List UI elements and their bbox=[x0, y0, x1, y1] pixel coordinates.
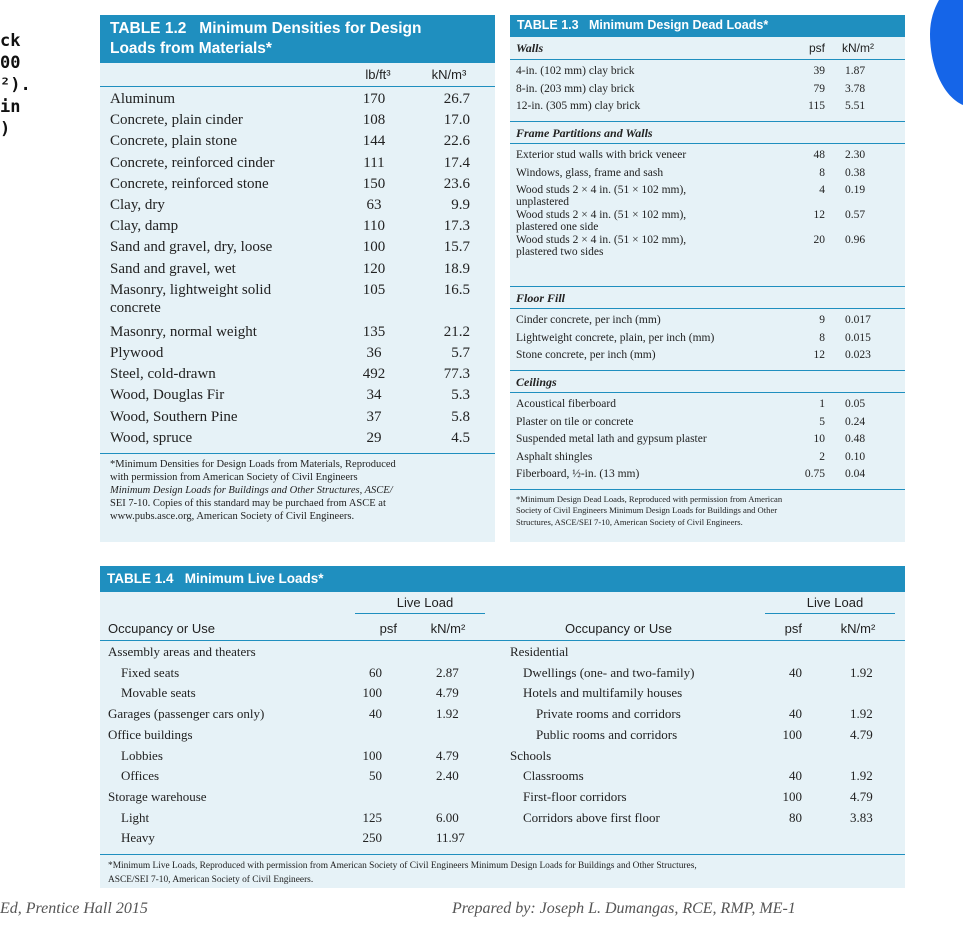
row-label: Aluminum bbox=[110, 91, 176, 107]
section-rule bbox=[510, 308, 905, 309]
row-value-kn: 18.9 bbox=[443, 260, 470, 277]
table-row bbox=[100, 366, 495, 387]
row-label: 12-in. (305 mm) clay brick bbox=[516, 100, 641, 112]
footnote-line: with permission from American Society of Civil Engineers bbox=[110, 472, 358, 483]
table-row bbox=[100, 324, 495, 345]
row-value-lb: 105 bbox=[362, 281, 386, 298]
footer-left-citation: Ed, Prentice Hall 2015 bbox=[0, 900, 148, 917]
table-row bbox=[510, 209, 905, 234]
row-label: Wood, spruce bbox=[110, 429, 193, 446]
row-value-kn: 0.10 bbox=[845, 450, 866, 463]
row-value-psf: 1 bbox=[819, 398, 825, 410]
table-row bbox=[510, 149, 905, 167]
clipped-text-line: ²). bbox=[0, 75, 31, 95]
table-row bbox=[100, 387, 495, 408]
table-1-4-title: TABLE 1.4 Minimum Live Loads* bbox=[107, 571, 324, 586]
row-value-psf: 40 bbox=[369, 706, 382, 722]
row-label: Acoustical fiberboard bbox=[516, 398, 616, 410]
row-value-kn: 4.79 bbox=[850, 788, 873, 804]
row-value-psf: 100 bbox=[782, 788, 802, 804]
row-value-kn: 0.96 bbox=[845, 234, 866, 246]
table-row bbox=[510, 234, 905, 259]
table-row bbox=[510, 184, 905, 209]
table-1-3 bbox=[510, 15, 905, 542]
row-value-kn: 4.79 bbox=[850, 726, 873, 742]
row-value-kn: 0.24 bbox=[845, 415, 866, 428]
row-label: Wood, Douglas Fir bbox=[110, 387, 225, 404]
section-rule bbox=[510, 392, 905, 393]
table-1-2-col-kn-m3: kN/m³ bbox=[431, 67, 467, 82]
slide-accent-shape bbox=[930, 0, 963, 105]
row-value-psf: 0.75 bbox=[804, 468, 825, 480]
table-1-2-footnote bbox=[110, 458, 490, 523]
row-value-psf: 100 bbox=[782, 726, 802, 742]
table-row bbox=[100, 830, 500, 851]
table-row bbox=[100, 91, 495, 112]
table-1-2-title-line1: TABLE 1.2 Minimum Densities for Design bbox=[110, 20, 422, 37]
footnote-line: SEI 7-10. Copies of this standard may be purchaed from ASCE at bbox=[110, 498, 386, 509]
row-value-kn: 3.83 bbox=[850, 809, 873, 825]
table-row bbox=[100, 112, 495, 133]
table-row bbox=[100, 788, 873, 810]
table-row bbox=[100, 685, 683, 706]
table-row bbox=[510, 332, 905, 350]
row-value-psf: 115 bbox=[808, 100, 825, 112]
row-value-kn: 9.9 bbox=[451, 197, 470, 213]
row-value-kn: 1.92 bbox=[436, 706, 459, 722]
footnote-line: *Minimum Design Dead Loads, Reproduced with permission from American bbox=[516, 493, 783, 504]
table-1-2 bbox=[100, 15, 495, 542]
row-label: Hotels and multifamily houses bbox=[523, 685, 683, 701]
clipped-text-line: ck bbox=[0, 31, 21, 51]
left-live-load-rule bbox=[355, 613, 485, 614]
row-value-kn: 17.4 bbox=[443, 154, 470, 171]
row-label: 8-in. (203 mm) clay brick bbox=[516, 82, 635, 95]
table-row bbox=[510, 314, 905, 332]
row-value-kn: 5.7 bbox=[451, 345, 470, 361]
row-label: Clay, dry bbox=[110, 197, 165, 213]
section-rule bbox=[510, 370, 905, 371]
row-value-lb: 144 bbox=[362, 133, 386, 150]
table-1-4-bottom-rule bbox=[100, 854, 905, 855]
table-row bbox=[100, 664, 873, 686]
row-label-cont: plastered one side bbox=[516, 221, 599, 233]
table-row bbox=[510, 167, 905, 185]
row-label: Masonry, normal weight bbox=[110, 323, 257, 340]
row-label: Garages (passenger cars only) bbox=[108, 706, 265, 722]
table-1-3-bottom-rule bbox=[510, 489, 905, 490]
row-value-kn: 5.51 bbox=[845, 100, 866, 112]
row-value-psf: 2 bbox=[819, 450, 825, 463]
row-value-kn: 0.023 bbox=[845, 349, 871, 361]
table-row bbox=[510, 100, 905, 118]
table-row bbox=[510, 416, 905, 434]
table-row bbox=[100, 409, 495, 430]
row-value-psf: 80 bbox=[789, 809, 802, 825]
row-label: Windows, glass, frame and sash bbox=[516, 166, 664, 179]
row-value-kn: 17.0 bbox=[443, 112, 470, 129]
row-value-psf: 10 bbox=[813, 433, 825, 445]
row-value-psf: 60 bbox=[369, 664, 382, 680]
row-label: Sand and gravel, wet bbox=[110, 260, 236, 277]
row-value-lb: 63 bbox=[366, 197, 382, 213]
table-row bbox=[100, 706, 873, 727]
right-live-load-rule bbox=[765, 613, 895, 614]
row-value-psf: 40 bbox=[789, 768, 802, 784]
row-value-kn: 16.5 bbox=[443, 281, 470, 298]
section-heading: Ceilings bbox=[516, 375, 557, 389]
footnote-line: *Minimum Densities for Design Loads from Materials, Reproduced bbox=[110, 459, 396, 470]
row-label: Fiberboard, ½-in. (13 mm) bbox=[516, 468, 640, 480]
row-label: Offices bbox=[121, 768, 160, 784]
row-label: Wood, Southern Pine bbox=[110, 408, 238, 425]
row-label: Schools bbox=[510, 747, 552, 763]
table-row bbox=[100, 133, 495, 154]
row-label: Cinder concrete, per inch (mm) bbox=[516, 314, 661, 326]
left-occupancy-header: Occupancy or Use bbox=[108, 621, 215, 636]
footnote-line: www.pubs.asce.org, American Society of Civil Engineers. bbox=[110, 511, 355, 522]
row-value-psf: 79 bbox=[813, 82, 825, 95]
row-value-kn: 0.19 bbox=[845, 184, 866, 196]
row-label: Sand and gravel, dry, loose bbox=[110, 239, 273, 256]
section-rule bbox=[510, 121, 905, 122]
table-row bbox=[510, 65, 905, 83]
row-label: Clay, damp bbox=[110, 218, 179, 235]
row-label-cont: unplastered bbox=[516, 196, 570, 208]
row-label: Plywood bbox=[110, 345, 164, 361]
row-value-kn: 4.5 bbox=[451, 429, 470, 446]
left-kn-header: kN/m² bbox=[430, 621, 466, 636]
row-value-kn: 15.7 bbox=[443, 239, 470, 256]
table-row bbox=[510, 398, 905, 416]
table-1-4-header-rule bbox=[100, 640, 905, 641]
table-row bbox=[510, 433, 905, 451]
row-value-kn: 17.3 bbox=[443, 218, 470, 235]
row-value-kn: 11.97 bbox=[436, 830, 465, 846]
row-value-psf: 40 bbox=[789, 664, 802, 680]
row-value-kn: 0.017 bbox=[845, 314, 871, 326]
row-label: First-floor corridors bbox=[523, 788, 627, 804]
walls-rule bbox=[510, 59, 905, 60]
row-value-kn: 2.30 bbox=[845, 149, 866, 161]
table-row bbox=[100, 809, 873, 831]
table-row bbox=[510, 468, 905, 486]
row-label: Stone concrete, per inch (mm) bbox=[516, 349, 656, 361]
row-label-cont: concrete bbox=[110, 299, 161, 316]
row-value-lb: 37 bbox=[366, 408, 382, 425]
row-label: Classrooms bbox=[523, 768, 584, 784]
table-row bbox=[510, 83, 905, 101]
row-label: Wood studs 2 × 4 in. (51 × 102 mm), bbox=[516, 184, 687, 196]
row-value-lb: 108 bbox=[362, 112, 386, 129]
row-value-lb: 120 bbox=[362, 260, 386, 277]
right-kn-header: kN/m² bbox=[840, 621, 876, 636]
row-label: Lightweight concrete, plain, per inch (mm) bbox=[516, 331, 715, 344]
row-label: Steel, cold-drawn bbox=[110, 366, 216, 383]
table-row bbox=[100, 176, 495, 197]
clipped-text-line: ) bbox=[0, 119, 11, 139]
row-value-kn: 0.05 bbox=[845, 398, 866, 410]
table-row bbox=[100, 644, 569, 665]
row-value-lb: 492 bbox=[362, 366, 386, 383]
row-value-kn: 2.40 bbox=[436, 768, 459, 784]
row-label: Fixed seats bbox=[121, 664, 180, 680]
row-value-psf: 50 bbox=[369, 768, 382, 784]
row-value-psf: 39 bbox=[813, 65, 825, 77]
row-value-kn: 0.015 bbox=[845, 331, 871, 344]
row-value-psf: 8 bbox=[819, 166, 825, 179]
table-1-2-header-rule bbox=[100, 86, 495, 87]
row-value-psf: 250 bbox=[362, 830, 382, 846]
row-value-kn: 4.79 bbox=[436, 685, 459, 701]
row-label: Corridors above first floor bbox=[523, 809, 660, 825]
row-value-psf: 48 bbox=[813, 149, 825, 161]
row-value-lb: 135 bbox=[362, 323, 386, 340]
row-label: Wood studs 2 × 4 in. (51 × 102 mm), bbox=[516, 209, 687, 221]
row-value-kn: 1.92 bbox=[850, 706, 873, 722]
table-1-4-footnote bbox=[108, 859, 903, 887]
table-1-3-title: TABLE 1.3 Minimum Design Dead Loads* bbox=[517, 18, 769, 32]
row-value-psf: 125 bbox=[362, 809, 382, 825]
row-label: Concrete, plain cinder bbox=[110, 112, 243, 129]
table-row bbox=[510, 349, 905, 367]
row-value-kn: 23.6 bbox=[443, 175, 470, 192]
row-value-kn: 0.38 bbox=[845, 166, 866, 179]
row-label: Asphalt shingles bbox=[516, 450, 593, 463]
row-value-kn: 22.6 bbox=[443, 133, 470, 150]
footer-prepared-by: Prepared by: Joseph L. Dumangas, RCE, RMP, ME-1 bbox=[452, 900, 796, 917]
row-value-lb: 36 bbox=[366, 345, 382, 361]
row-label: Plaster on tile or concrete bbox=[516, 415, 634, 428]
clipped-slide-text bbox=[0, 30, 31, 140]
table-1-3-col-psf: psf bbox=[808, 41, 825, 55]
row-value-lb: 110 bbox=[363, 218, 385, 235]
row-label: Storage warehouse bbox=[108, 788, 207, 804]
row-label: Residential bbox=[510, 644, 569, 659]
table-row bbox=[100, 239, 495, 260]
section-heading: Floor Fill bbox=[516, 291, 566, 305]
row-label: Concrete, plain stone bbox=[110, 133, 238, 150]
table-1-2-bottom-rule bbox=[100, 453, 495, 454]
footnote-line: Minimum Design Loads for Buildings and Other Structures, ASCE/ bbox=[110, 485, 393, 496]
footnote-line: ASCE/SEI 7-10, American Society of Civil Engineers. bbox=[108, 875, 314, 885]
row-value-psf: 40 bbox=[789, 706, 802, 722]
footnote-line: Structures, ASCE/SEI 7-10, American Society of Civil Engineers. bbox=[516, 516, 743, 527]
row-label: Heavy bbox=[121, 830, 155, 846]
table-row bbox=[100, 197, 495, 218]
row-value-kn: 26.7 bbox=[443, 91, 470, 107]
table-1-2-title-line2: Loads from Materials* bbox=[110, 40, 272, 57]
table-row bbox=[100, 726, 873, 748]
row-value-lb: 111 bbox=[363, 154, 385, 171]
right-live-load-header: Live Load bbox=[806, 595, 864, 610]
row-value-kn: 5.3 bbox=[451, 387, 470, 404]
row-value-kn: 2.87 bbox=[436, 664, 459, 680]
right-psf-header: psf bbox=[784, 621, 802, 636]
table-row bbox=[100, 155, 495, 176]
row-label: Exterior stud walls with brick veneer bbox=[516, 149, 687, 161]
row-label: Public rooms and corridors bbox=[536, 726, 678, 742]
left-live-load-header: Live Load bbox=[396, 595, 454, 610]
row-label: Concrete, reinforced cinder bbox=[110, 154, 275, 171]
row-value-psf: 12 bbox=[813, 209, 825, 221]
table-1-3-footnote bbox=[516, 494, 901, 529]
table-row bbox=[100, 345, 495, 366]
row-value-lb: 150 bbox=[362, 175, 386, 192]
row-value-psf: 100 bbox=[362, 747, 382, 763]
section-rule bbox=[510, 286, 905, 287]
row-value-psf: 8 bbox=[819, 331, 825, 344]
table-row bbox=[100, 218, 495, 239]
table-row bbox=[100, 261, 495, 282]
row-value-kn: 1.87 bbox=[845, 65, 866, 77]
table-1-2-col-lb-ft3: lb/ft³ bbox=[365, 67, 391, 82]
section-rule bbox=[510, 143, 905, 144]
row-value-lb: 100 bbox=[362, 239, 386, 256]
row-value-kn: 0.04 bbox=[845, 468, 866, 480]
table-1-4 bbox=[100, 566, 905, 888]
row-value-kn: 21.2 bbox=[443, 323, 470, 340]
table-row bbox=[100, 430, 495, 451]
table-row bbox=[100, 747, 552, 769]
row-label: Office buildings bbox=[108, 726, 193, 742]
row-value-kn: 5.8 bbox=[451, 408, 470, 425]
row-value-kn: 77.3 bbox=[443, 366, 470, 383]
row-label: Assembly areas and theaters bbox=[108, 644, 256, 659]
row-value-psf: 9 bbox=[819, 314, 825, 326]
row-label: Movable seats bbox=[121, 685, 196, 701]
row-label: Wood studs 2 × 4 in. (51 × 102 mm), bbox=[516, 234, 687, 246]
row-label: 4-in. (102 mm) clay brick bbox=[516, 65, 635, 77]
table-1-3-col-kn: kN/m² bbox=[842, 41, 874, 55]
row-label-cont: plastered two sides bbox=[516, 246, 604, 258]
row-value-kn: 3.78 bbox=[845, 82, 866, 95]
section-heading: Frame Partitions and Walls bbox=[516, 126, 653, 140]
table-row bbox=[510, 451, 905, 469]
table-1-3-header bbox=[510, 15, 905, 37]
row-label: Light bbox=[121, 809, 150, 825]
row-label: Private rooms and corridors bbox=[536, 706, 681, 722]
table-row bbox=[100, 768, 873, 789]
row-label: Masonry, lightweight solid bbox=[110, 281, 272, 298]
right-occupancy-header: Occupancy or Use bbox=[565, 621, 672, 636]
left-psf-header: psf bbox=[379, 621, 397, 636]
row-value-kn: 1.92 bbox=[850, 664, 873, 680]
row-value-lb: 34 bbox=[366, 387, 382, 404]
row-value-psf: 100 bbox=[362, 685, 382, 701]
row-value-lb: 170 bbox=[362, 91, 386, 107]
row-value-kn: 4.79 bbox=[436, 747, 459, 763]
row-value-kn: 1.92 bbox=[850, 768, 873, 784]
clipped-text-line: 00 bbox=[0, 53, 21, 73]
table-row bbox=[100, 282, 495, 324]
row-label: Suspended metal lath and gypsum plaster bbox=[516, 433, 707, 445]
row-value-psf: 4 bbox=[819, 184, 825, 196]
footnote-line: Society of Civil Engineers Minimum Design Loads for Buildings and Other bbox=[516, 505, 778, 515]
row-value-kn: 0.57 bbox=[845, 209, 866, 221]
footnote-line: *Minimum Live Loads, Reproduced with permission from American Society of Civil Engineers Minimum Design Loads for Buildings and Other Structures, bbox=[108, 861, 697, 871]
section-heading: Walls bbox=[516, 41, 544, 55]
row-value-kn: 6.00 bbox=[436, 809, 459, 825]
row-value-psf: 5 bbox=[819, 415, 825, 428]
row-value-kn: 0.48 bbox=[845, 433, 866, 445]
table-1-4-header bbox=[100, 566, 905, 592]
table-1-2-header bbox=[100, 15, 495, 63]
row-label: Dwellings (one- and two-family) bbox=[523, 664, 695, 680]
row-value-psf: 20 bbox=[813, 234, 825, 246]
row-label: Concrete, reinforced stone bbox=[110, 175, 269, 192]
row-value-psf: 12 bbox=[813, 349, 825, 361]
row-value-lb: 29 bbox=[366, 429, 382, 446]
row-label: Lobbies bbox=[121, 747, 163, 763]
clipped-text-line: in bbox=[0, 97, 21, 117]
